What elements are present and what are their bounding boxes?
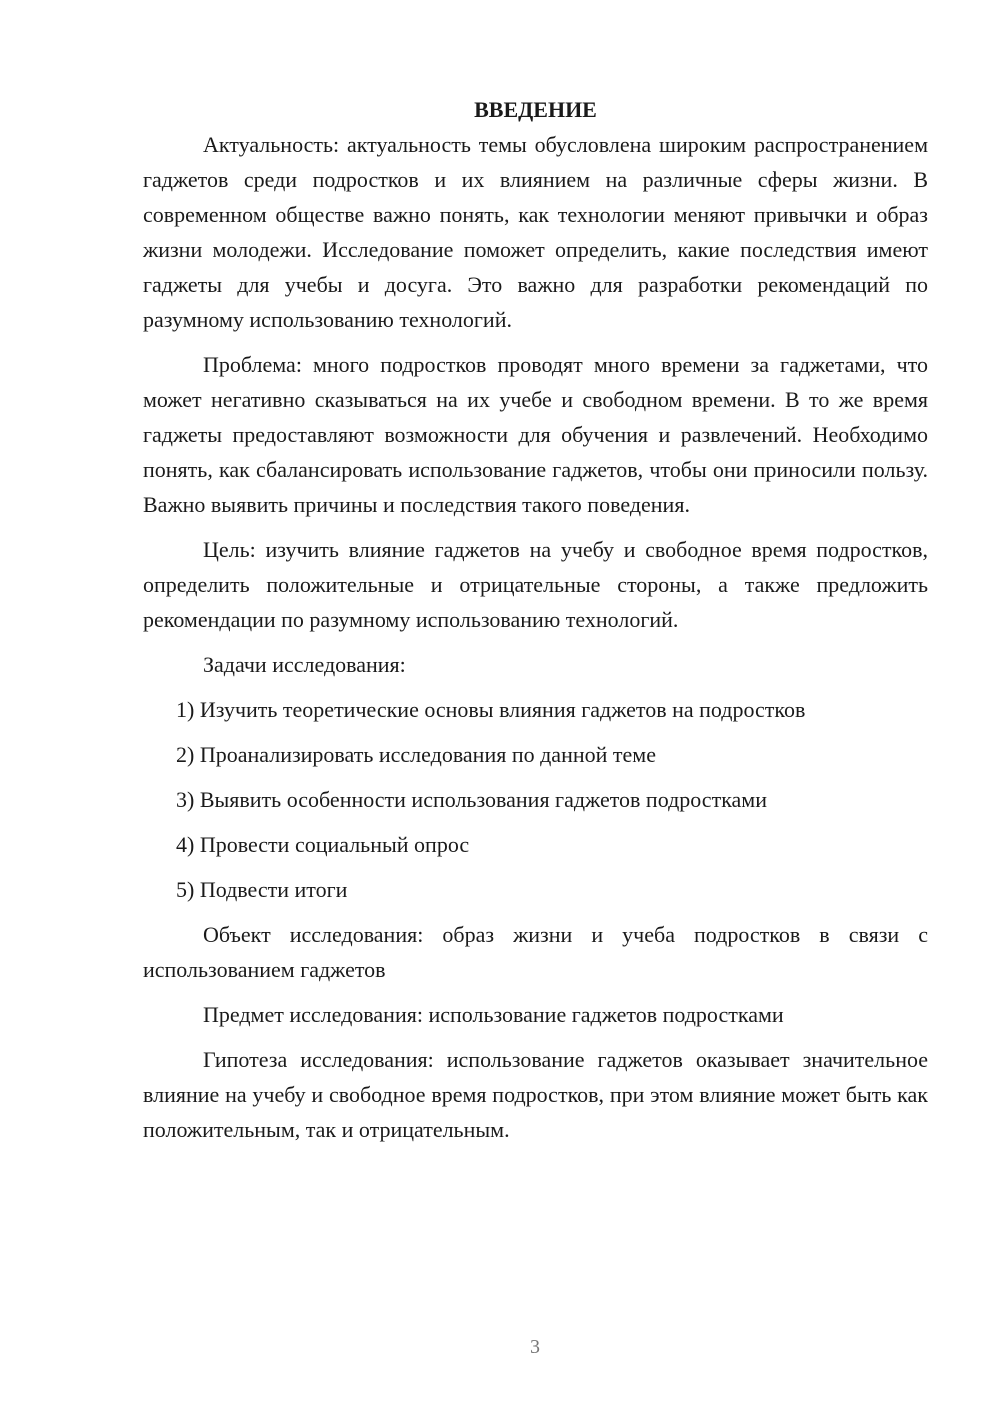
list-item: 2) Проанализировать исследования по данной теме <box>176 742 656 767</box>
paragraph-goal: Цель: изучить влияние гаджетов на учебу и свободное время подростков, определить положительные и отрицательные стороны, а также предложить рекомендации по разумному использованию технологий. <box>143 537 928 632</box>
paragraph-problem: Проблема: много подростков проводят много времени за гаджетами, что может негативно сказываться на их учебе и свободном времени. В то же время гаджеты предоставляют возможности для обучения и развлечений. Необходимо понять, как сбалансировать использование гаджетов, чтобы они приносили пользу. Важно выявить причины и последствия такого поведения. <box>143 352 928 517</box>
list-item: 3) Выявить особенности использования гаджетов подростками <box>176 787 768 812</box>
list-item: 1) Изучить теоретические основы влияния гаджетов на подростков <box>176 697 806 722</box>
paragraph-subject: Предмет исследования: использование гаджетов подростками <box>203 1002 784 1027</box>
section-title: ВВЕДЕНИЕ <box>474 97 597 122</box>
tasks-heading: Задачи исследования: <box>203 652 406 677</box>
list-item: 5) Подвести итоги <box>176 877 348 902</box>
paragraph-relevance: Актуальность: актуальность темы обусловлена широким распространением гаджетов среди подростков и их влиянием на различные сферы жизни. В современном обществе важно понять, как технологии меняют привычки и образ жизни молодежи. Исследование поможет определить, какие последствия имеют гаджеты для учебы и досуга. Это важно для разработки рекомендаций по разумному использованию технологий. <box>143 132 928 332</box>
page-content <box>143 92 928 1147</box>
list-item: 4) Провести социальный опрос <box>176 832 470 857</box>
paragraph-hypothesis: Гипотеза исследования: использование гаджетов оказывает значительное влияние на учебу и свободное время подростков, при этом влияние может быть как положительным, так и отрицательным. <box>143 1047 928 1142</box>
page-number: 3 <box>530 1336 540 1358</box>
tasks-list <box>143 692 928 907</box>
paragraph-object: Объект исследования: образ жизни и учеба подростков в связи с использованием гаджетов <box>143 922 928 982</box>
